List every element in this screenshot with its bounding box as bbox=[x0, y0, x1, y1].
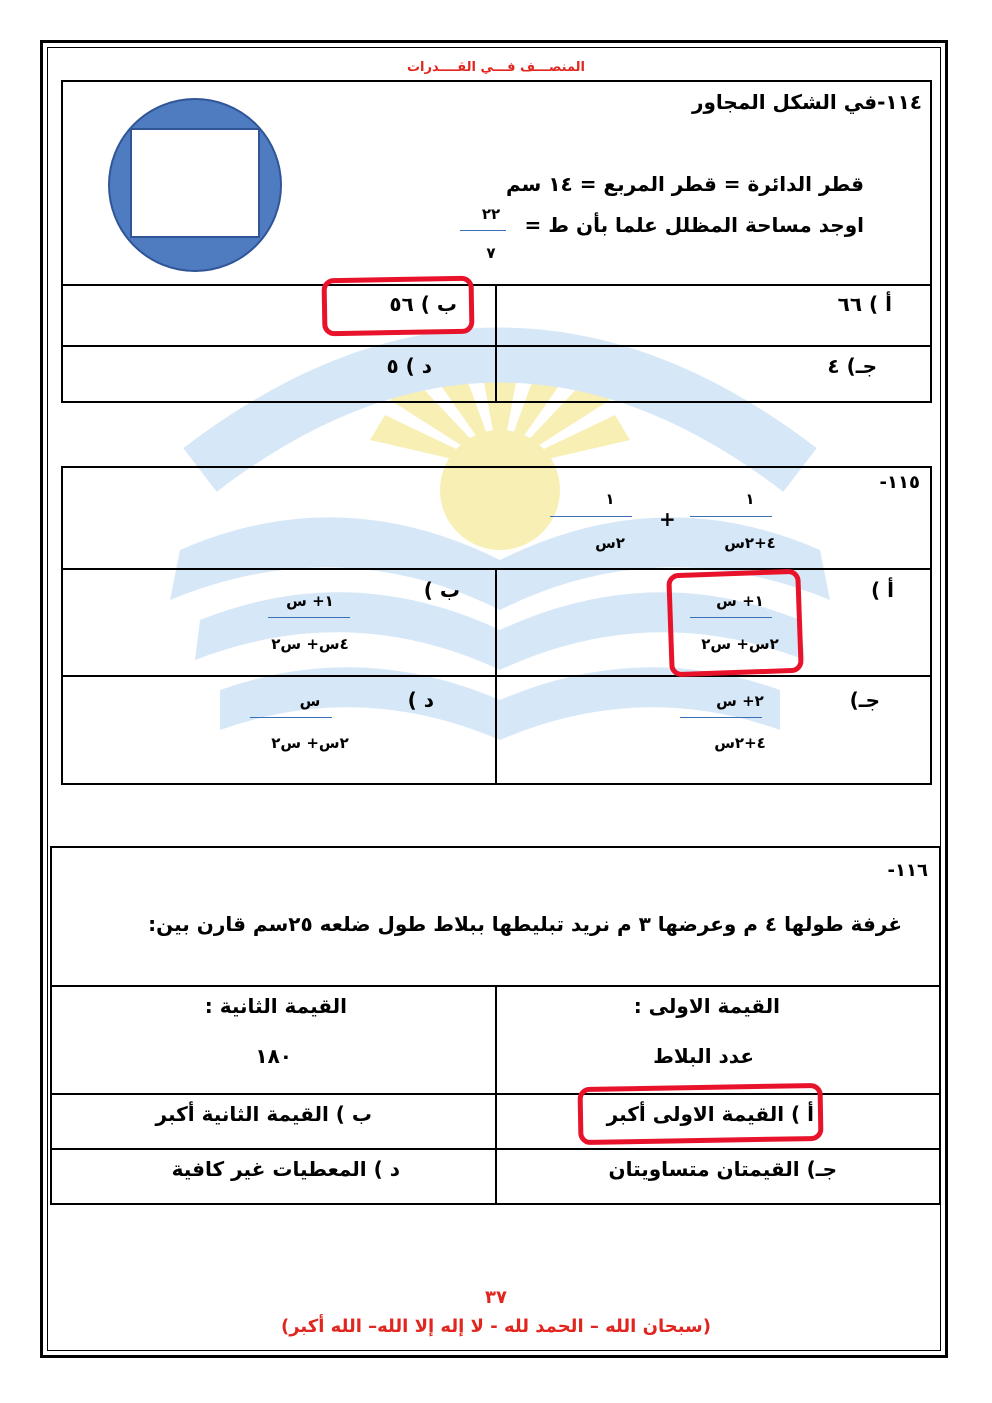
q115-option-c-numerator: ٢+ س bbox=[716, 692, 764, 710]
q116-option-b[interactable]: ب ) القيمة الثانية أكبر bbox=[155, 1102, 372, 1126]
q115-option-b-label[interactable]: ب ) bbox=[423, 578, 460, 602]
q116-option-d[interactable]: د ) المعطيات غير كافية bbox=[171, 1157, 400, 1181]
answer-highlight-q116 bbox=[578, 1083, 824, 1145]
q115-option-d-label[interactable]: د ) bbox=[407, 688, 434, 712]
value1-label: القيمة الاولى : bbox=[633, 994, 780, 1018]
value1-content: عدد البلاط bbox=[653, 1044, 754, 1068]
q114-option-d[interactable]: د ) ٥ bbox=[386, 354, 432, 378]
q115-f1-denominator: ٤+٢س bbox=[724, 534, 776, 552]
q114-number: ١١٤- bbox=[877, 90, 922, 114]
q116-option-a[interactable]: أ ) القيمة الاولى أكبر bbox=[606, 1102, 814, 1126]
value2-content: ١٨٠ bbox=[255, 1044, 292, 1068]
circle-square-figure bbox=[106, 96, 284, 274]
q115-option-b-denominator: ٤س+ س٢ bbox=[271, 635, 349, 653]
q115-option-a-denominator: ٢س+ س٢ bbox=[701, 635, 779, 653]
q115-option-d-denominator: ٢س+ س٢ bbox=[271, 734, 349, 752]
q116-text: غرفة طولها ٤ م وعرضها ٣ م نريد تبليطها ببلاط طول ضلعه ٢٥سم قارن بين: bbox=[148, 912, 902, 936]
pi-numerator: ٢٢ bbox=[481, 205, 501, 223]
q115-option-a-label[interactable]: أ ) bbox=[871, 578, 894, 602]
q115-option-a-numerator: ١+ س bbox=[716, 592, 764, 610]
q115-f2-denominator: ٢س bbox=[595, 534, 625, 552]
q115-option-c-label[interactable]: جـ) bbox=[849, 688, 880, 712]
q115-option-b-numerator: ١+ س bbox=[286, 592, 334, 610]
footer-dhikr: (سبحان الله – الحمد لله - لا إله إلا الله– الله أكبر) bbox=[281, 1316, 711, 1337]
q116-number: ١١٦- bbox=[887, 860, 928, 881]
q116-option-c[interactable]: جـ) القيمتان متساويتان bbox=[608, 1157, 837, 1181]
q114-line2: اوجد مساحة المظلل علما بأن ط = bbox=[524, 213, 864, 237]
q114-option-b[interactable]: ب ) ٥٦ bbox=[389, 292, 457, 316]
q114-heading bbox=[692, 90, 922, 114]
q115-f2-numerator: ١ bbox=[605, 490, 615, 508]
q114-title: في الشكل المجاور bbox=[691, 90, 878, 114]
answer-highlight-q114 bbox=[322, 276, 475, 337]
q114-option-c[interactable]: جـ) ٤ bbox=[827, 354, 877, 378]
q115-number: ١١٥- bbox=[879, 472, 920, 493]
answer-highlight-q115 bbox=[666, 569, 804, 678]
q115-option-c-denominator: ٤+٢س bbox=[714, 734, 766, 752]
page-header: المنصـــف فـــي القــــدرات bbox=[406, 60, 585, 75]
page-number: ٣٧ bbox=[485, 1287, 507, 1308]
q114-line1: قطر الدائرة = قطر المربع = ١٤ سم bbox=[506, 172, 864, 196]
q115-f1-numerator: ١ bbox=[745, 490, 755, 508]
plus-sign: + bbox=[659, 507, 676, 531]
q114-option-a[interactable]: أ ) ٦٦ bbox=[837, 292, 892, 316]
value2-label: القيمة الثانية : bbox=[204, 994, 347, 1018]
pi-denominator: ٧ bbox=[486, 244, 496, 262]
q115-option-d-numerator: س bbox=[299, 692, 321, 710]
